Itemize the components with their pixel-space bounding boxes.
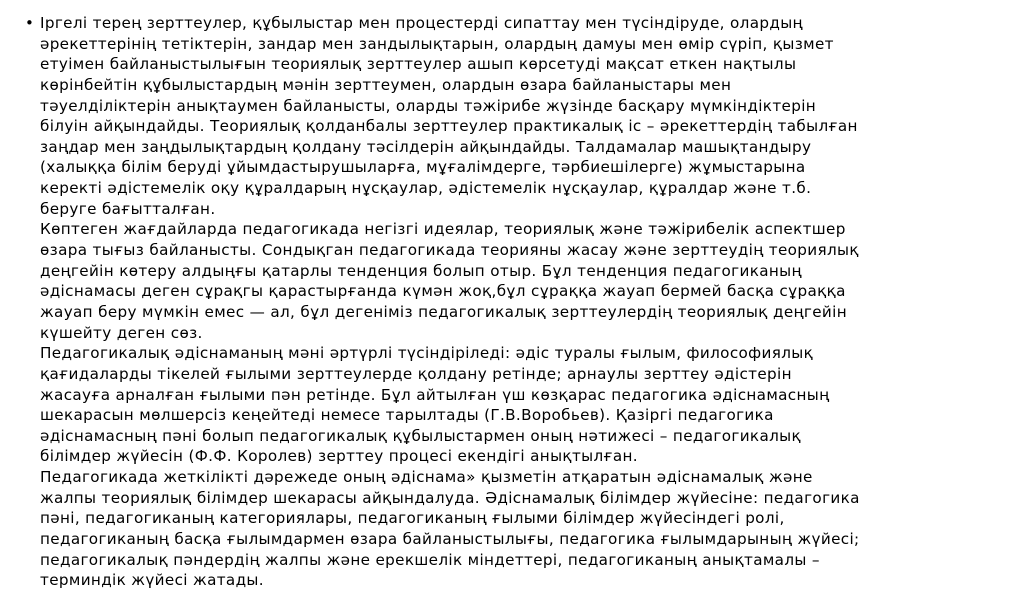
text-line: әдіснамасы деген сұрақгы қарастырғанда күмән жоқ,бұл сұраққа жауап бермей басқа сұраққа (40, 282, 846, 301)
text-line: жалпы теориялық білімдер шекарасы айқындалуда. Әдіснамалық білімдер жүйесіне: педагогика (40, 488, 860, 507)
text-line: әдіснамасның пәні болып педагогикалық құбылыстармен оның нәтижесі – педагогикалық (40, 426, 802, 445)
text-line: күшейту деген сөз. (40, 323, 203, 342)
text-line: білімдер жүйесін (Ф.Ф. Королев) зерттеу процесі екендігі анықтылған. (40, 447, 638, 466)
text-line: әрекеттерінің тетіктерін, зандар мен зандылықтарын, олардың дамуы мен өмір сүріп, қызмет (40, 34, 834, 53)
text-line: көрінбейтін құбылыстардың мәнін зерттеумен, олардын өзара байланыстары мен (40, 75, 732, 94)
text-line: терминдік жүйесі жатады. (40, 571, 264, 590)
text-line: етуімен байланыстылығын теориялық зерттеулер ашып көрсетуді мақсат еткен нақтылы (40, 55, 797, 74)
text-line: керекті әдістемелік оқу құралдарың нұсқаулар, әдістемелік нұсқаулар, құралдар және т.б. (40, 179, 812, 198)
text-line: пәні, педагогиканың категориялары, педагогиканың ғылыми білімдер жүйесіндегі ролі, (40, 509, 785, 528)
text-line: Көптеген жағдайларда педагогикада негізгі идеялар, теориялық және тәжірибелік аспектшер (40, 220, 846, 239)
text-line: педагогиканың басқа ғылымдармен өзара байланыстылығы, педагогика ғылымдарының жүйесі; (40, 530, 860, 549)
text-line: тәуелділіктерін анықтаумен байланысты, оларды тәжірибе жүзінде басқару мүмкіндіктерін (40, 96, 817, 115)
text-line: Педагогикалық әдіснаманың мәні әртүрлі түсіндіріледі: әдіс туралы ғылым, философиялық (40, 344, 814, 363)
text-line: өзара тығыз байланысты. Сондықган педагогикада теорияны жасау және зерттеудің теориялық (40, 241, 859, 260)
text-line: Іргелі терең зерттеулер, құбылыстар мен процестерді сипаттау мен түсіндіруде, олардың (40, 14, 803, 32)
text-line: деңгейін көтеру алдыңғы қатарлы тенденция болып отыр. Бұл тенденция педагогиканың (40, 261, 802, 280)
text-line: жауап беру мүмкін емес — ал, бұл дегеніміз педагогикалық зерттеулердің теориялық деңгейін (40, 302, 847, 321)
text-line: шекарасын мөлшерсіз кеңейтеді немесе тарылтады (Г.В.Воробьев). Қазіргі педагогика (40, 406, 774, 425)
text-line: педагогикалық пәндердің жалпы және ерекшелік міндеттері, педагогиканың анықтамалы – (40, 550, 820, 569)
body-text (40, 13, 1012, 591)
text-line: жасауға арналған ғылыми пән ретінде. Бұл айтылған үш көзқарас педагогика әдіснамасның (40, 385, 830, 404)
text-line: беруге бағытталған. (40, 199, 216, 218)
text-line: қағидаларды тікелей ғылыми зерттеулерде қолдану ретінде; арнаулы зерттеу әдістерін (40, 364, 792, 383)
text-line: Педагогикада жеткілікті дәрежеде оның әдіснама» қызметін атқаратын әдіснамалық және (40, 468, 813, 487)
text-line: (халыққа білім беруді ұйымдастырушыларға, мұғалімдерге, тәрбиешілерге) жұмыстарына (40, 158, 806, 177)
bullet-point: • (25, 14, 34, 32)
text-line: заңдар мен заңдылықтардың қолдану тәсілдерін айқындайды. Талдамалар машықтандыру (40, 137, 812, 156)
text-line: білуін айқындайды. Теориялық қолданбалы зерттеулер практикалық іс – әрекеттердің табылған (40, 117, 858, 136)
